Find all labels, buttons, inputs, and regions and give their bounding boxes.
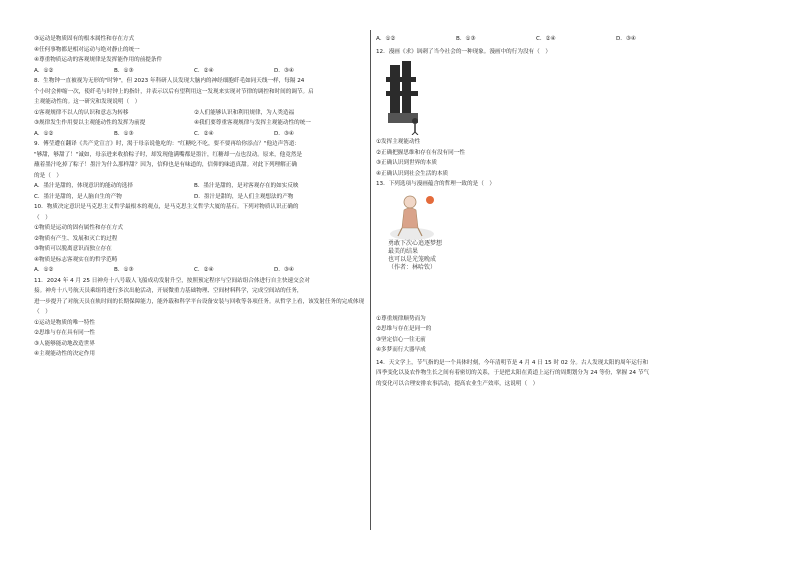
option-item[interactable]: C．②④ — [194, 67, 214, 74]
option-c[interactable]: C．②④ — [536, 36, 556, 42]
right-column — [376, 34, 722, 389]
option-item[interactable]: A．①② — [34, 67, 54, 74]
caption-line-3: 也可以是光笼晚成 — [388, 255, 437, 263]
column-divider — [370, 30, 371, 530]
option-a[interactable]: A．①② — [376, 36, 396, 42]
q12-item-3: ③正确认识到世界的本质 — [376, 160, 437, 166]
option-item[interactable]: D．③④ — [274, 130, 294, 137]
options-row — [34, 108, 366, 119]
text-line: 主观能动性的。这一研究和发现说明（ ） — [34, 99, 141, 105]
option-item[interactable]: A．墨汁是甜的，体现意识的能动的选择 — [34, 183, 133, 189]
text-line: 11．2024 年 4 月 25 日神舟十八号载人飞船成功发射升空，按照预定程序与空间站组合体进行自主快速交会对 — [34, 277, 310, 284]
left-column — [34, 34, 366, 360]
option-item[interactable]: B．①③ — [114, 267, 134, 273]
option-item[interactable]: D．③④ — [274, 67, 294, 74]
text-line: 蘸着墨汁吃掉了粽子！墨汁为什么那样甜？因为，信仰也是有味道的，信仰的味道真甜。对此下列理解正确 — [34, 162, 297, 168]
text-line: "够甜，够甜了！"诚如，母亲进来收拾粽子时，却发现他满嘴都是墨汁，红糖却一点也没动。原来，他竟然是 — [34, 151, 303, 158]
q12-item-4: ④正确认识到社会生活的本质 — [376, 170, 449, 177]
caption-line-1: 勇敢下次心追逐梦想 — [388, 239, 443, 247]
option-item[interactable]: B．墨汁是甜的，是对客观存在的如实反映 — [194, 183, 299, 189]
q12-item-2: ②正确把握思维和存在有没有同一性 — [376, 149, 465, 156]
option-item[interactable]: B．①③ — [114, 67, 134, 74]
option-item[interactable]: D．墨汁是甜的，是人们主观想法的产物 — [194, 193, 294, 200]
text-line: ②思维与存在具有同一性 — [34, 330, 95, 336]
text-line: ③运动是物质固有的根本属性和存在方式 — [34, 36, 135, 42]
question-13: 13．下列选项与漫画蕴含的哲理一致的是（ ） — [376, 181, 495, 187]
option-item[interactable]: A．①② — [34, 267, 54, 273]
options-row — [34, 265, 366, 276]
text-line: ④任何事物都是相对运动与绝对静止的统一 — [34, 46, 140, 53]
text-line: ③物质可以脱离意识而独立存在 — [34, 246, 112, 252]
comic-qiu-image — [382, 59, 426, 135]
text-line: 8．生物钟一直被视为无形的"时钟"，但 2023 年科研人员发现大脑内的神经细胞纤毛如同天线一样，每隔 24 — [34, 78, 305, 84]
options-row — [34, 118, 366, 129]
option-item[interactable]: C．②④ — [194, 267, 214, 273]
text-line: 进一步提升了对航天员在轨时间的长期保障能力，能外载和科学平台设备安装与回收等各项任务。从哲学上看，该发射任务的完成体现 — [34, 298, 365, 305]
options-row — [34, 181, 366, 192]
text-line: 接。神舟十八号航天员乘组将进行多次出舱活动，开展微重力基础物理、空间材料科学，完成空间站的任务， — [34, 288, 303, 294]
text-line: 10．物质决定意识是马克思主义哲学最根本的观点，是马克思主义哲学大厦的基石。下列对物质认识正确的 — [34, 204, 299, 210]
text-line: 的是（ ） — [34, 172, 62, 179]
text-line: ③人能够能动地改造世界 — [34, 340, 95, 347]
text-line: ②物质有产生、发展和灭亡的过程 — [34, 235, 118, 242]
text-line: 9．傅莹遭在翻译《共产党宣言》时，渴于母亲说他吃的："红糖吃不吃，要不要再给你添点？"他边声答道： — [34, 141, 301, 147]
question-12: 12．漫画《求》讽刺了当今社会的一种现象。漫画中的行为没有（ ） — [376, 48, 551, 55]
option-item[interactable]: C．墨汁是甜的，是人脑自生的产物 — [34, 193, 122, 200]
options-row — [376, 34, 722, 45]
text-line: （ ） — [34, 214, 51, 221]
question-14-line-1: 14．天文学上，节气指的是一个具体时刻，今年清明节是 4 月 4 日 15 时 02 分。古人发现太阳的周年运行和 — [376, 359, 649, 366]
option-item[interactable]: ③规律发生作用要以主观能动性的发挥为前提 — [34, 120, 146, 126]
comic-caption — [388, 240, 442, 272]
q12-item-1: ①发挥主观能动性 — [376, 139, 421, 145]
option-item[interactable]: ①客观规律不以人的认识和意志为转移 — [34, 109, 129, 116]
question-14-line-2: 四季变化以及农作物生长之间有着密切的关系，于是把太阳在黄道上运行的周期划分为 24 等份，掌握 24 节气 — [376, 370, 650, 376]
q13-item-3: ③坚定信心一往无前 — [376, 336, 426, 343]
caption-line-2: 最美的结果 — [388, 247, 419, 255]
q13-item-2: ②思维与存在是同一的 — [376, 326, 432, 332]
option-item[interactable]: B．①③ — [114, 130, 134, 137]
options-row — [34, 129, 366, 140]
q13-item-4: ④多梦而行大器早成 — [376, 347, 426, 353]
text-line: （ ） — [34, 309, 51, 315]
text-line: ①运动是物质的唯一特性 — [34, 319, 95, 326]
text-line: ④尊重物质运动的客观规律是发挥能作用的前提条件 — [34, 57, 163, 63]
option-item[interactable]: ②人们能够认识和利用规律，为人类造福 — [194, 109, 295, 116]
option-b[interactable]: B．①③ — [456, 36, 476, 42]
option-item[interactable]: D．③④ — [274, 267, 294, 273]
option-item[interactable]: A．①② — [34, 130, 54, 137]
text-line: 个小时会伸缩一次，使纤毛与时钟上的指针，并表示以后有望利用这一发现来实现对节律的调控和时间的调节。启 — [34, 88, 314, 95]
option-d[interactable]: D．③④ — [616, 36, 636, 42]
caption-author: （作者：林哈钦） — [388, 263, 437, 271]
options-row — [34, 66, 366, 77]
option-item[interactable]: ④我们要尊重客观规律与发挥主观能动性的统一 — [194, 120, 311, 126]
q13-item-1: ①尊重规律顺势而为 — [376, 315, 426, 322]
text-line: ④物质是标志客观实在的哲学范畴 — [34, 256, 118, 263]
text-line: ①物质是运动的固有属性和存在方式 — [34, 225, 123, 231]
comic-dream-image — [382, 192, 452, 312]
option-item[interactable]: C．②④ — [194, 130, 214, 137]
options-row — [34, 192, 366, 203]
question-14-line-3: 的变化可以合理安排农事活动，提高农业生产效率，这说明（ ） — [376, 380, 539, 387]
text-line: ④主观能动性的决定作用 — [34, 351, 95, 357]
